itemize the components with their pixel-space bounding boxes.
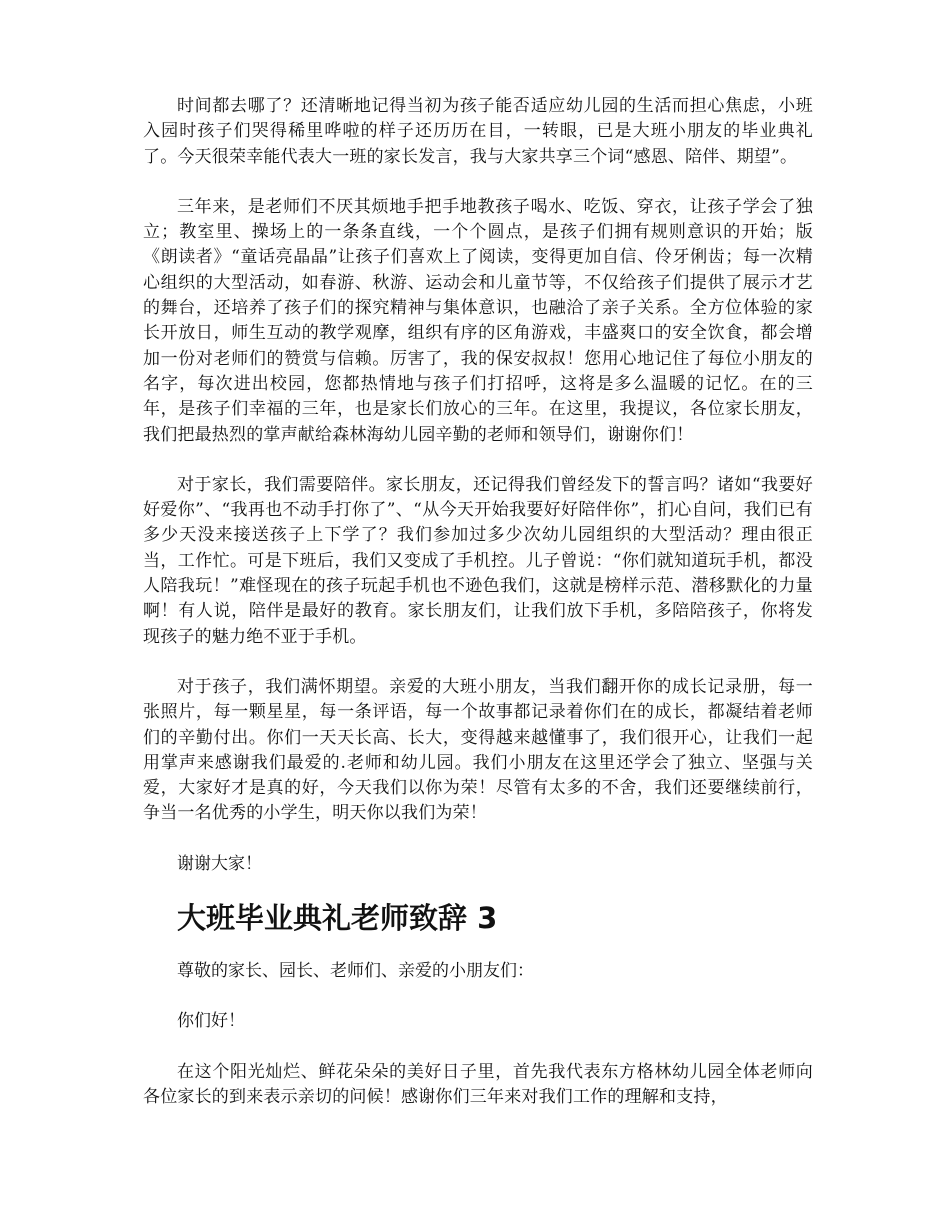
paragraph-intro: 时间都去哪了？还清晰地记得当初为孩子能否适应幼儿园的生活而担心焦虑，小班入园时孩子们哭得稀里哗啦的样子还历历在目，一转眼，已是大班小朋友的毕业典礼了。今天很荣幸能代表大一班的家长发言，我与大家共享三个词“感恩、陪伴、期望”。 [143, 96, 813, 167]
greeting-line: 你们好！ [177, 1011, 245, 1032]
paragraph-gratitude: 三年来，是老师们不厌其烦地手把手地教孩子喝水、吃饭、穿衣，让孩子学会了独立；教室里、操场上的一条条直线，一个个圆点，是孩子们拥有规则意识的开始；版《朗读者》“童话亮晶晶”让孩子们喜欢上了阅读，变得更加自信、伶牙俐齿；每一次精心组织的大型活动，如春游、秋游、运动会和儿童节等，不仅给孩子们提供了展示才艺的舞台，还培养了孩子们的探究精神与集体意识，也融洽了亲子关系。全方位体验的家长开放日，师生互动的教学观摩，组织有序的区角游戏，丰盛爽口的安全饮食，都会增加一份对老师们的赞赏与信赖。厉害了，我的保安叔叔！您用心地记住了每位小朋友的名字，每次进出校园，您都热情地与孩子们打招呼，这将是多么温暖的记忆。在的三年，是孩子们幸福的三年，也是家长们放心的三年。在这里，我提议，各位家长朋友，我们把最热烈的掌声献给森林海幼儿园辛勤的老师和领导们，谢谢你们！ [143, 196, 813, 445]
salutation-line: 尊敬的家长、园长、老师们、亲爱的小朋友们： [177, 961, 534, 982]
section-heading: 大班毕业典礼老师致辞 3 [177, 901, 498, 936]
paragraph-companionship: 对于家长，我们需要陪伴。家长朋友，还记得我们曾经发下的誓言吗？诸如“我要好好爱你”、“我再也不动手打你了”、“从今天开始我要好好陪伴你”，扪心自问，我们已有多少天没来接送孩子上下学了？我们参加过多少次幼儿园组织的大型活动？理由很正当，工作忙。可是下班后，我们又变成了手机控。儿子曾说：“你们就知道玩手机，都没人陪我玩！”难怪现在的孩子玩起手机也不逊色我们，这就是榜样示范、潜移默化的力量啊！有人说，陪伴是最好的教育。家长朋友们，让我们放下手机，多陪陪孩子，你将发现孩子的魅力绝不亚于手机。 [143, 474, 813, 647]
thanks-line: 谢谢大家！ [177, 853, 262, 874]
paragraph-expectation: 对于孩子，我们满怀期望。亲爱的大班小朋友，当我们翻开你的成长记录册，每一张照片，每一颗星星，每一条评语，每一个故事都记录着你们在的成长，都凝结着老师们的辛勤付出。你们一天天长高、长大，变得越来越懂事了，我们很开心，让我们一起用掌声来感谢我们最爱的.老师和幼儿园。我们小朋友在这里还学会了独立、坚强与关爱，大家好才是真的好，今天我们以你为荣！尽管有太多的不舍，我们还要继续前行，争当一名优秀的小学生，明天你以我们为荣！ [143, 676, 813, 824]
document-page [143, 94, 813, 1110]
paragraph-welcome: 在这个阳光灿烂、鲜花朵朵的美好日子里，首先我代表东方格林幼儿园全体老师向各位家长的到来表示亲切的问候！感谢你们三年来对我们工作的理解和支持， [143, 1061, 813, 1107]
